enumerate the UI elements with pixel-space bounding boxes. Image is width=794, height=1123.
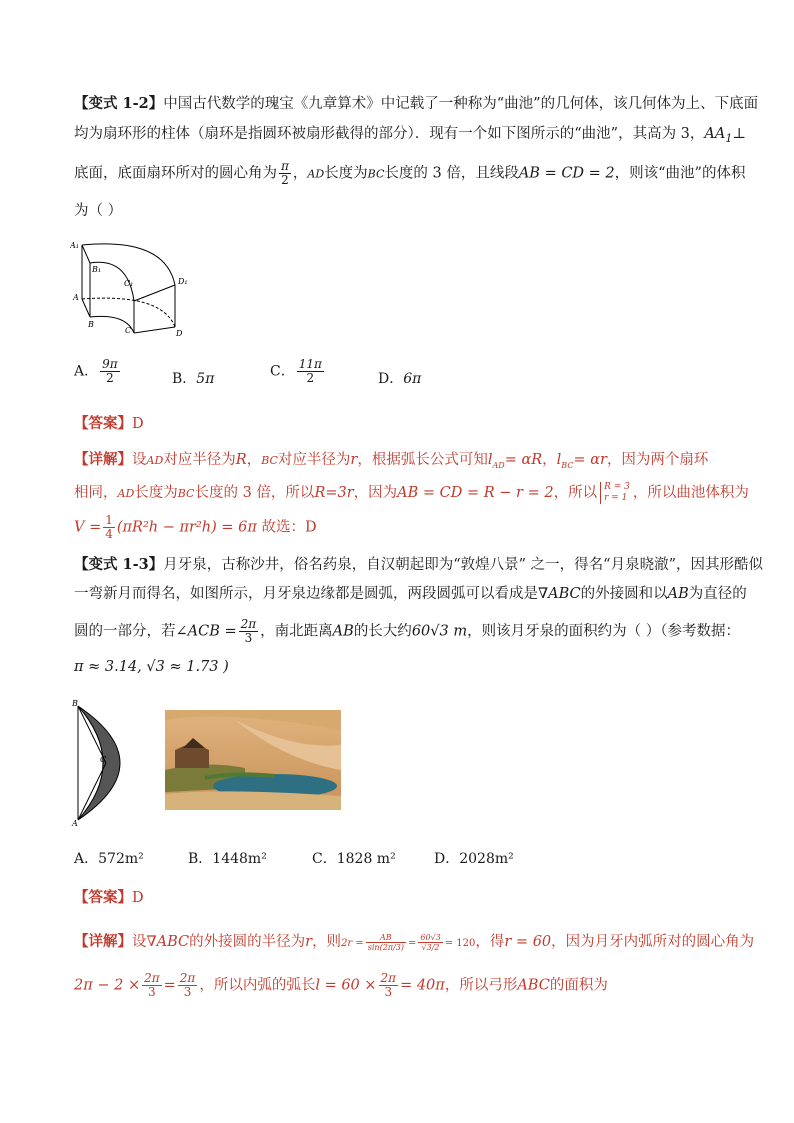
angle-fraction: $\frac{\pi}{2}$ bbox=[281, 159, 289, 187]
label-B: B bbox=[88, 320, 94, 329]
q12-line3: 底面，底面扇环所对的圆心角为 $\frac{\pi}{2}$ ，AD长度为BC长度的 3 倍，且线段AB = CD = 2，则该“曲池”的体积 bbox=[74, 159, 746, 187]
option-b[interactable]: B．5π bbox=[172, 371, 215, 387]
q13-line3: 圆的一部分，若∠ACB = $\frac{2\pi}{3}$ ，南北距离AB的长大约60√3 m，则该月牙泉的面积约为（ ）（参考数据： bbox=[74, 617, 740, 645]
q12-detail-line2: 相同，AD长度为BC长度的 3 倍，所以R=3r，因为AB = CD = R − r = 2，所以 R = 3 r = 1 ，所以曲池体积为 bbox=[74, 482, 749, 503]
q13-detail-line2: 2π − 2 × $\frac{2\pi}{3}$ = $\frac{2\pi}{3}$ ，所以内弧的弧长l = 60 × $\frac{2\pi}{3}$ = 40π，所以弓形ABC的面积为 bbox=[74, 971, 608, 999]
q13-tag: 【变式 1-3】 bbox=[74, 556, 164, 573]
q12-detail-line1: 【详解】设AD对应半径为R，BC对应半径为r，根据弧长公式可知$l_{AD}= \alpha R$，$l_{BC}= \alpha r$，因为两个扇环 bbox=[74, 451, 709, 470]
q12-line4: 为（ ） bbox=[74, 203, 123, 219]
q13-line4: π ≈ 3.14, √3 ≈ 1.73 ) bbox=[74, 659, 229, 675]
q13-line2: 一弯新月而得名，如图所示，月牙泉边缘都是圆弧，两段圆弧可以看成是∇ABC的外接圆和以AB为直径的 bbox=[74, 586, 747, 602]
label-B: B bbox=[72, 699, 78, 708]
crescent-figure bbox=[70, 698, 150, 828]
option-a[interactable]: A．572m² bbox=[74, 851, 144, 867]
option-d[interactable]: D．2028m² bbox=[434, 851, 514, 867]
q12-line1: 【变式 1-2】中国古代数学的瑰宝《九章算术》中记载了一种称为“曲池”的几何体，该几何体为上、下底面 bbox=[74, 95, 759, 112]
option-b[interactable]: B．1448m² bbox=[188, 851, 267, 867]
label-C1: C₁ bbox=[124, 279, 134, 288]
label-D1: D₁ bbox=[178, 277, 188, 286]
label-A1: A₁ bbox=[70, 241, 79, 250]
label-B1: B₁ bbox=[92, 265, 102, 274]
label-C: C bbox=[100, 755, 107, 764]
option-c[interactable]: C． $\frac{11\pi}{2}$ bbox=[270, 357, 322, 385]
label-C: C bbox=[125, 326, 132, 335]
q12-options bbox=[74, 358, 674, 398]
option-c[interactable]: C．1828 m² bbox=[312, 851, 396, 867]
label-D: D bbox=[176, 329, 183, 337]
q12-detail-line3: V = $\frac{1}{4}$ (πR²h − πr²h) = 6π 故选：D bbox=[74, 513, 317, 541]
q13-line1: 【变式 1-3】月牙泉，古称沙井，俗名药泉，自汉朝起即为“敦煌八景” 之一，得名“月泉晓澈”，因其形酷似 bbox=[74, 556, 764, 573]
option-a[interactable]: A． $\frac{9\pi}{2}$ bbox=[74, 357, 118, 385]
crescent-lake-photo bbox=[165, 710, 341, 810]
q13-options bbox=[74, 848, 674, 872]
quchi-figure bbox=[70, 237, 190, 337]
q12-line2: 均为扇环形的柱体（扇环是指圆环被扇形截得的部分）．现有一个如下图所示的“曲池”，其高为 3，$AA_1\perp$ bbox=[74, 126, 747, 145]
q12-tag: 【变式 1-2】 bbox=[74, 95, 164, 112]
label-A: A bbox=[73, 293, 79, 302]
q13-answer: 【答案】D bbox=[74, 889, 144, 906]
label-A: A bbox=[72, 819, 78, 828]
option-d[interactable]: D．6π bbox=[378, 371, 422, 387]
q13-detail-line1: 【详解】设∇ABC的外接圆的半径为r，则2r = $\frac{AB}{\sin(2\pi/3)}$ = $\frac{60√3}{√3/2}$ = 120，得r = 60，因为月牙内弧所对的圆心角为 bbox=[74, 932, 755, 952]
q12-answer: 【答案】D bbox=[74, 415, 144, 432]
